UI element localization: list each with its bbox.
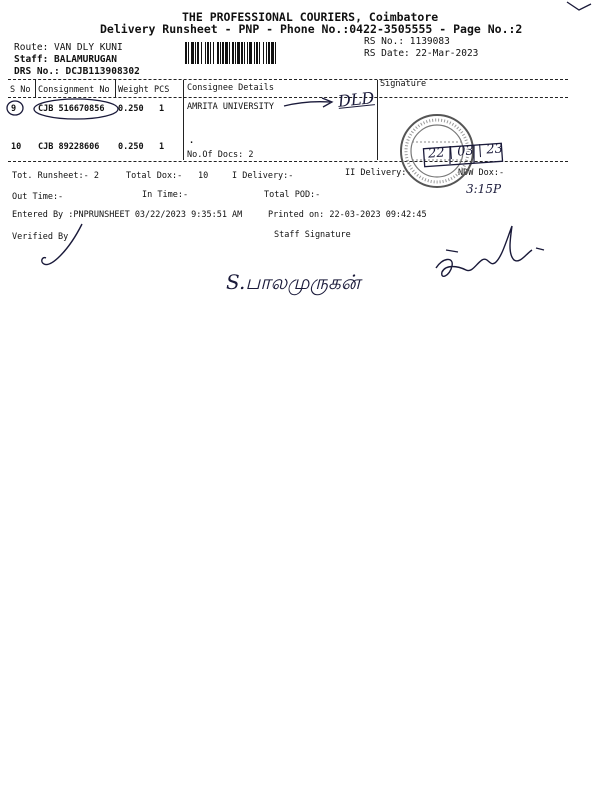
staff-text: Staff: BALAMURUGAN bbox=[14, 54, 117, 65]
verified-by-label: Verified By bbox=[12, 232, 69, 242]
row1-pcs: 1 bbox=[159, 104, 165, 114]
corner-mark bbox=[565, 0, 595, 14]
date-handwriting: 22 | 03 | 23 bbox=[427, 141, 504, 162]
runsheet-title: Delivery Runsheet - PNP - Phone No.:0422-3505555 - Page No.:2 bbox=[100, 22, 523, 36]
row2-weight: 0.250 bbox=[118, 142, 144, 152]
company-title: THE PROFESSIONAL COURIERS, Coimbatore bbox=[182, 10, 439, 24]
row2-sno: 10 bbox=[11, 142, 22, 152]
row2-docs-count: No.Of Docs: 2 bbox=[187, 150, 254, 160]
verified-signature bbox=[36, 222, 86, 272]
row2-consignment: CJB 89228606 bbox=[38, 142, 100, 152]
consignment-circle-mark bbox=[32, 97, 122, 123]
ndw-dox: NDW Dox:- bbox=[458, 168, 505, 178]
route-text: Route: VAN DLY KUNI bbox=[14, 42, 123, 53]
rs-no-text: RS No.: 1139083 bbox=[364, 36, 450, 47]
total-dox-value: 10 bbox=[198, 171, 209, 181]
row1-consignee: AMRITA UNIVERSITY bbox=[187, 102, 274, 112]
row1-sno: 9 bbox=[11, 104, 17, 114]
column-divider bbox=[115, 80, 116, 98]
row2-pcs: 1 bbox=[159, 142, 165, 152]
staff-signature-label: Staff Signature bbox=[274, 230, 351, 240]
out-time: Out Time:- bbox=[12, 192, 64, 202]
i-delivery: I Delivery:- bbox=[232, 171, 294, 181]
ack-handwriting: DLD bbox=[337, 88, 376, 111]
staff-handwritten-signature bbox=[432, 220, 552, 290]
total-dox-label: Total Dox:- bbox=[126, 171, 183, 181]
receiver-name-handwriting: S.பாலமுருகன் bbox=[226, 270, 361, 294]
column-divider bbox=[183, 80, 184, 160]
row2-consignee: . bbox=[189, 136, 195, 146]
ii-delivery: II Delivery:- bbox=[345, 168, 412, 178]
in-time: In Time:- bbox=[142, 190, 189, 200]
row1-weight: 0.250 bbox=[118, 104, 144, 114]
table-top-rule bbox=[8, 79, 568, 80]
tot-runsheet: Tot. Runsheet:- 2 bbox=[12, 171, 99, 181]
row1-consignment: CJB 516670856 bbox=[38, 104, 105, 114]
header-signature: Signature bbox=[380, 79, 427, 89]
arrow-mark bbox=[282, 96, 342, 112]
entered-by: Entered By :PNPRUNSHEET 03/22/2023 9:35:51 AM bbox=[12, 210, 243, 220]
column-divider bbox=[35, 80, 36, 98]
header-consignment: Consignment No bbox=[38, 85, 110, 95]
time-handwriting: 3:15P bbox=[466, 182, 502, 196]
sno-circle-mark bbox=[4, 98, 28, 118]
header-consignee: Consignee Details bbox=[187, 83, 274, 93]
header-pcs: PCS bbox=[154, 85, 170, 95]
rs-date-text: RS Date: 22-Mar-2023 bbox=[364, 48, 479, 59]
column-divider bbox=[377, 80, 378, 160]
header-weight: Weight bbox=[118, 85, 149, 95]
total-pod: Total POD:- bbox=[264, 190, 321, 200]
drs-no-text: DRS No.: DCJB113908302 bbox=[14, 66, 140, 77]
header-sno: S No bbox=[10, 85, 31, 95]
barcode bbox=[185, 42, 355, 64]
printed-on: Printed on: 22-03-2023 09:42:45 bbox=[268, 210, 427, 220]
